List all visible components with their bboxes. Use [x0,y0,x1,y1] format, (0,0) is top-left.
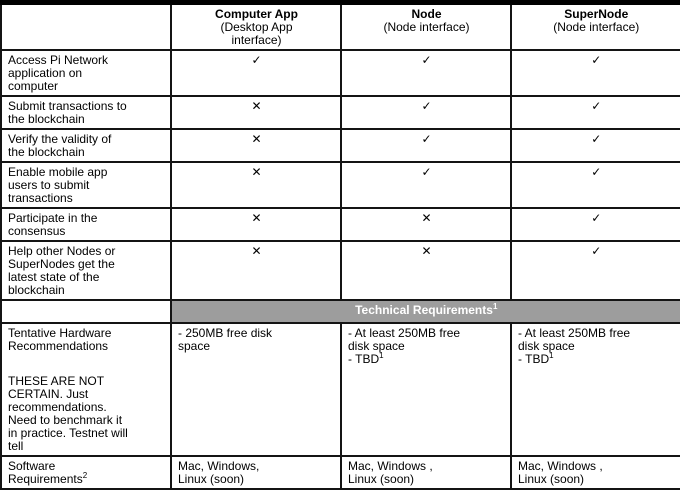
column-subtitle: (Node interface) [553,20,640,34]
header-computer-app [171,3,341,51]
cross-icon: ✕ [171,96,341,129]
cross-icon: ✕ [341,241,511,300]
hardware-cell-computer-app: - 250MB free disk space [171,323,341,456]
feature-row-help-nodes [1,241,680,300]
feature-label: Participate in the consensus [1,208,171,241]
software-cell-computer-app: Mac, Windows, Linux (soon) [171,456,341,489]
check-icon: ✓ [341,129,511,162]
feature-row-consensus [1,208,680,241]
column-title: Computer App [215,7,298,21]
feature-row-enable-mobile [1,162,680,208]
column-title: SuperNode [564,7,629,21]
hardware-label-primary: Tentative Hardware Recommendations [8,326,112,353]
cross-icon: ✕ [171,162,341,208]
check-icon: ✓ [511,129,680,162]
feature-row-verify [1,129,680,162]
feature-label: Help other Nodes or SuperNodes get the latest state of the blockchain [1,241,171,300]
feature-label: Submit transactions to the blockchain [1,96,171,129]
feature-label: Verify the validity of the blockchain [1,129,171,162]
software-label: Software Requirements$^2$ [1,456,171,489]
hardware-row [1,323,680,456]
column-subtitle: (Desktop App interface) [220,20,293,47]
cross-icon: ✕ [171,129,341,162]
cross-icon: ✕ [341,208,511,241]
software-cell-node: Mac, Windows , Linux (soon) [341,456,511,489]
cross-icon: ✕ [171,208,341,241]
check-icon: ✓ [341,162,511,208]
check-icon: ✓ [511,96,680,129]
technical-requirements-banner [171,300,680,323]
feature-row-access [1,50,680,96]
check-icon: ✓ [171,50,341,96]
cross-icon: ✕ [171,241,341,300]
banner-empty-cell [1,300,171,323]
check-icon: ✓ [511,162,680,208]
column-subtitle: (Node interface) [383,20,470,34]
check-icon: ✓ [511,50,680,96]
software-cell-supernode: Mac, Windows , Linux (soon) [511,456,680,489]
check-icon: ✓ [341,50,511,96]
table-header-row [1,3,680,51]
banner-label: Technical Requirements [355,303,493,317]
hardware-cell-supernode: - At least 250MB free disk space - TBD$^1$ [511,323,680,456]
software-row [1,456,680,489]
feature-label: Access Pi Network application on computer [1,50,171,96]
software-label-superscript: 2 [82,471,88,480]
check-icon: ✓ [511,241,680,300]
check-icon: ✓ [511,208,680,241]
feature-label: Enable mobile app users to submit transactions [1,162,171,208]
check-icon: ✓ [341,96,511,129]
column-title: Node [411,7,442,21]
hardware-label-note: THESE ARE NOT CERTAIN. Just recommendations. Need to benchmark it in practice. Testnet will tell [8,374,128,453]
hardware-cell-node: - At least 250MB free disk space - TBD$^1$ [341,323,511,456]
header-empty-cell [1,3,171,51]
header-supernode [511,3,680,51]
feature-row-submit [1,96,680,129]
banner-superscript: 1 [492,302,498,311]
hardware-label [1,323,171,456]
banner-row [1,300,680,323]
header-node [341,3,511,51]
